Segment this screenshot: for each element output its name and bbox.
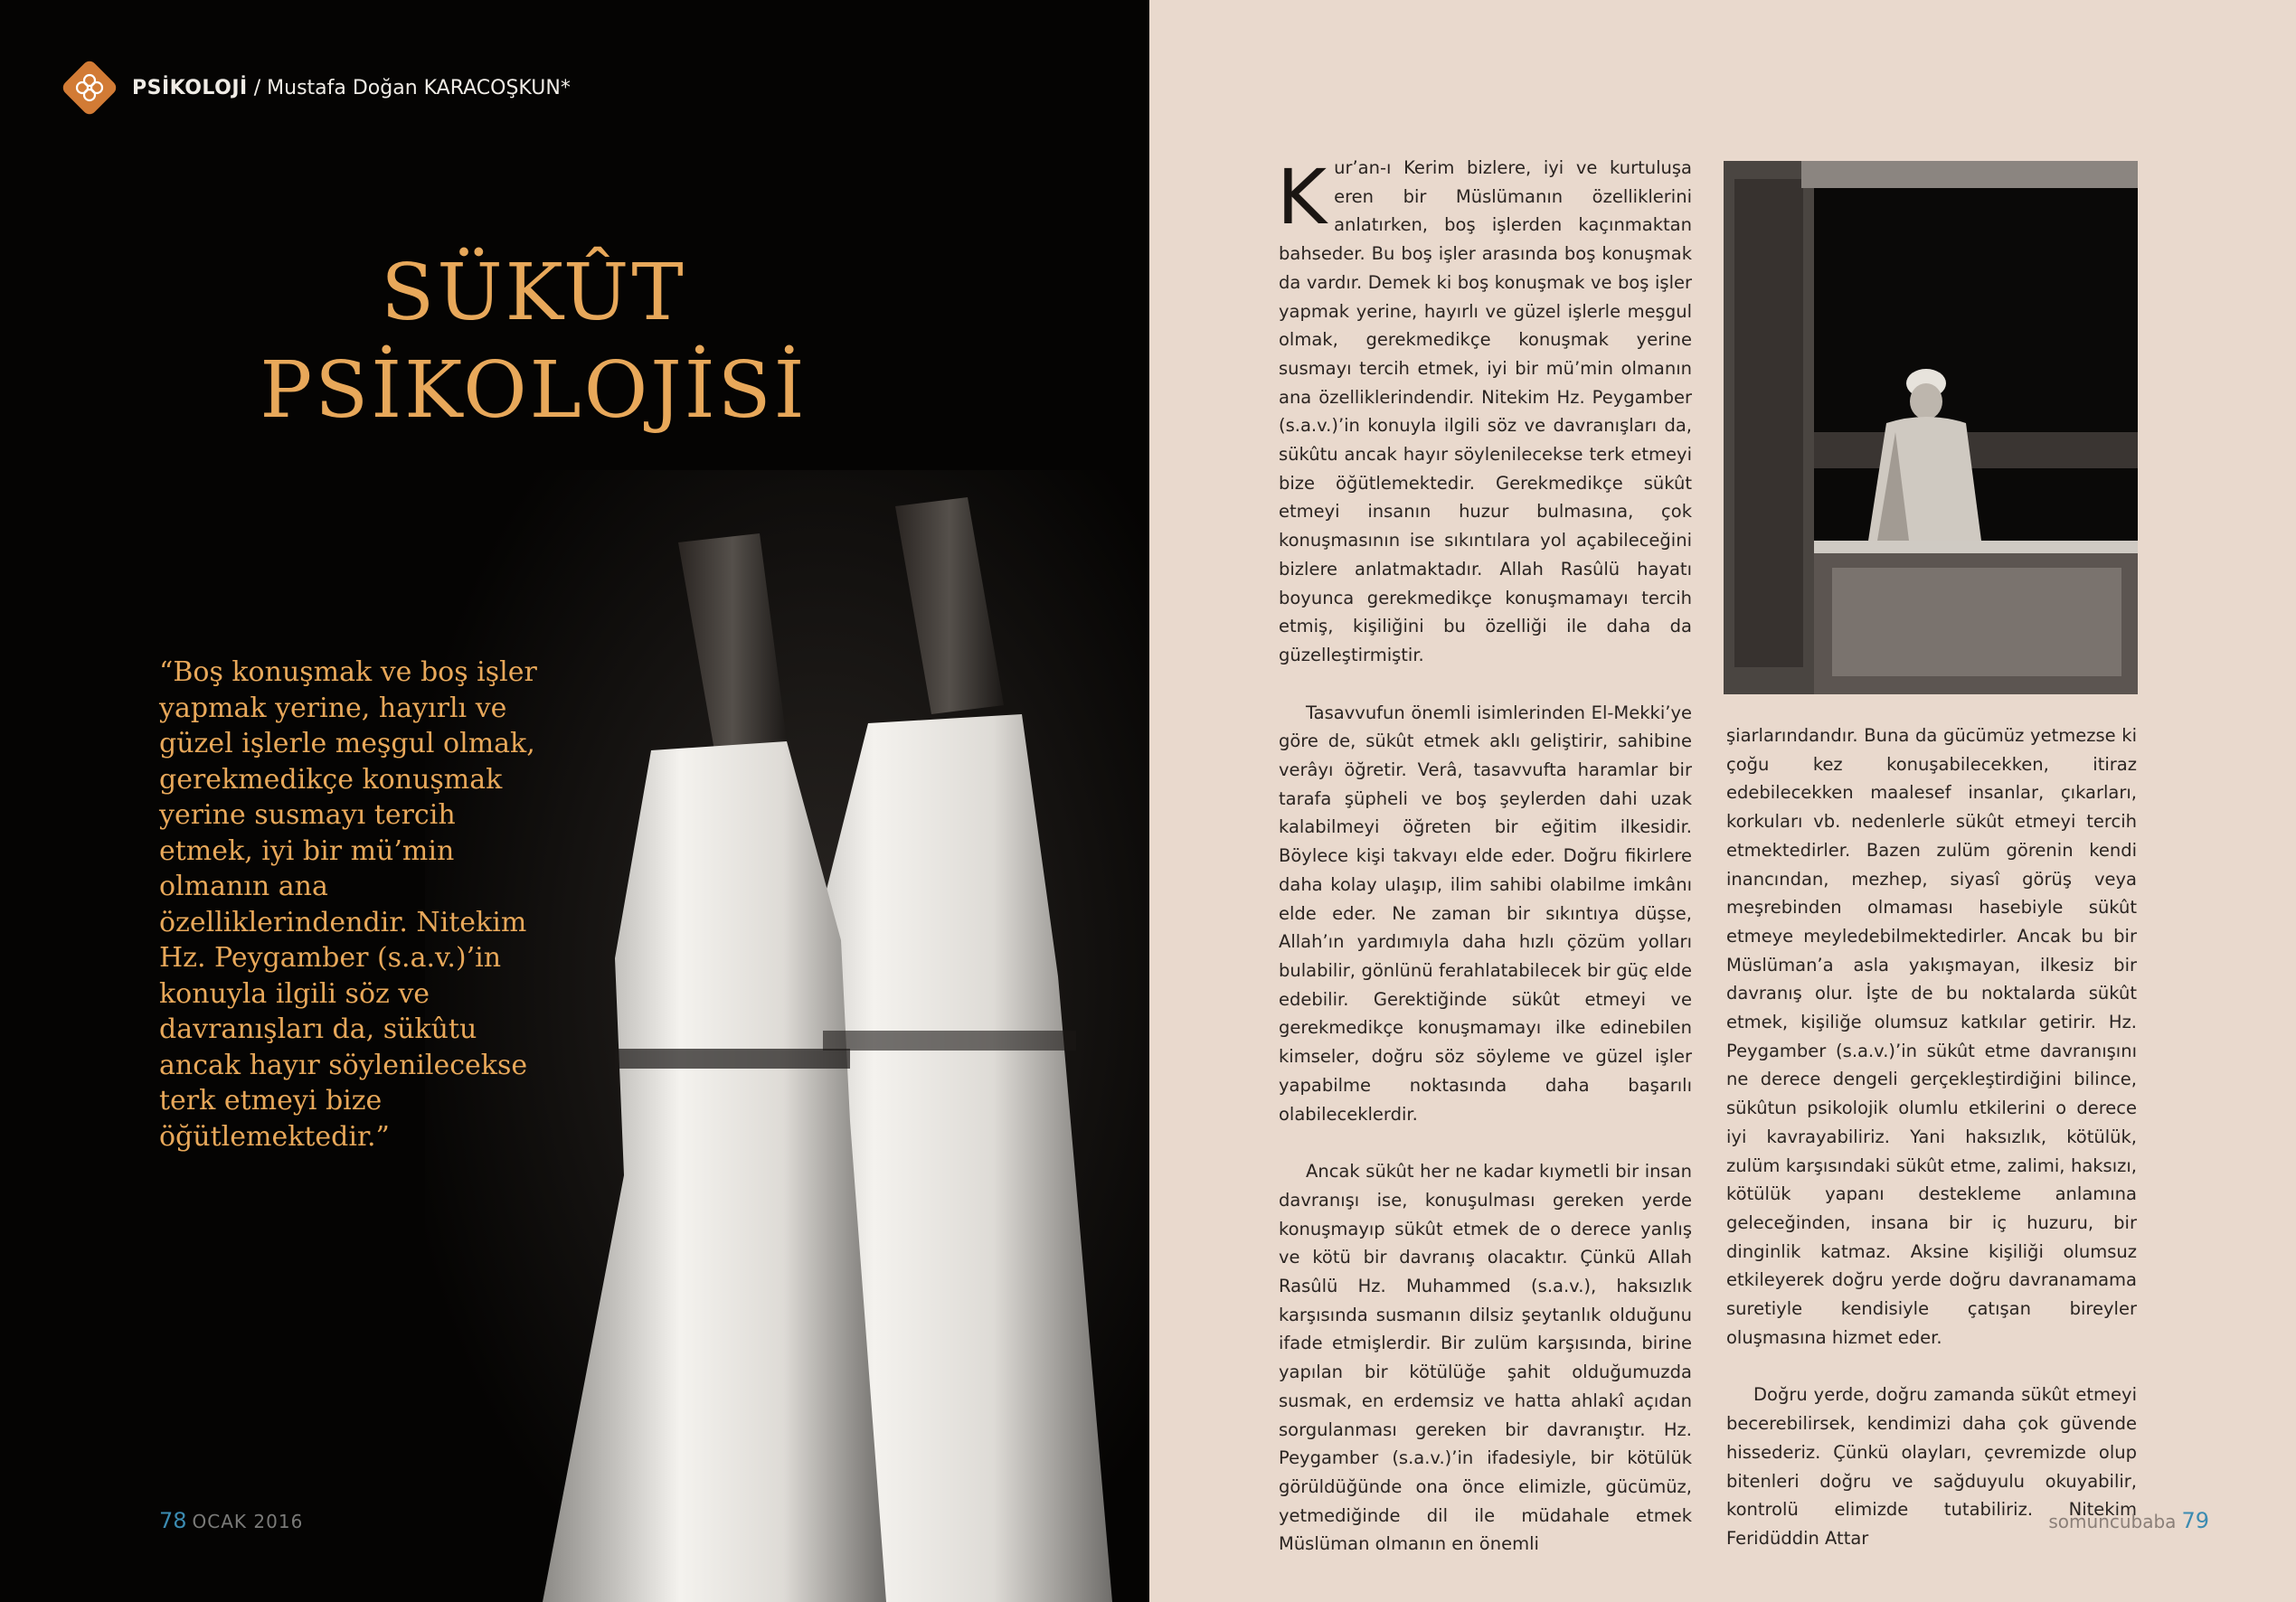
issue-date: OCAK 2016 [192,1511,304,1532]
section-name: PSİKOLOJİ [132,76,248,99]
right-page-number: 79 [2181,1508,2209,1533]
article-paragraph: Kur’an-ı Kerim bizlere, iyi ve kurtuluşa eren bir Müslümanın özelliklerini anlatırken, boş işlerden kaçınmaktan bahseder. Bu boş işler arasında boş konuşmak da vardır. Demek ki boş konuşmak ve boş işler yapmak yerine, hayırlı ve güzel işlerle meşgul olmak, gerekmedikçe konuşmak yerine susmayı tercih etmek, iyi bir mü’min olmanın ana özelliklerindendir. Nitekim Hz. Peygamber (s.a.v.)’in konuyla ilgili söz ve davranışları da, sükûtu ancak hayır söylenilecekse terk etmeyi bize öğütlemektedir. Gerekmedikçe sükût etmeyi insanın huzur bulmasına, çok konuşmasının ise sıkıntılara yol açabileceğini bizlere anlatmaktadır. Allah Rasûlü hayatı boyunca gerekmedikçe konuşmamayı tercih etmiş, kişiliğini bu özelliği ile daha da güzelleştirmiştir. [1277,153,1692,665]
right-folio [2048,1508,2209,1533]
man-at-window-photo [1724,161,2138,694]
article-column-1 [1279,154,1692,1559]
article-paragraph: Doğru yerde, doğru zamanda sükût etmeyi becerebilirsek, kendimizi daha çok güvende hissederiz. Çünkü olayları, çevremizde olup bitenleri doğru ve sağduyulu okuyabilir, kontrolü elimizde tutabiliriz. Nitekim Feridüddin Attar [1726,1384,2137,1549]
title-line-2: PSİKOLOJİSİ [260,345,808,436]
article-paragraph: Tasavvufun önemli isimlerinden El-Mekki’ye göre de, sükût etmek aklı geliştirir, sahibine verâyı öğretir. Verâ, tasavvufta haramlar bir tarafa şüpheli ve boş şeylerden dahi uzak kalabilmeyi öğreten bir eğitim ilkesidir. Böylece kişi takvayı elde eder. Doğru fikirlere daha kolay ulaşıp, ilim sahibi olabilme imkânı elde eder. Ne zaman bir sıkıntıya düşse, Allah’ın yardımıyla daha hızlı çözüm yolları bulabilir, gönlünü ferahlatabilecek bir güç elde edebilir. Gerektiğinde sükût etmeyi ve gerekmedikçe konuşmamayı ilke edinebilen kimseler, doğru söz söyleme ve güzel işler yapabilme noktasında daha başarılı olabileceklerdir. [1279,702,1692,1125]
header-separator: / [247,76,268,99]
header-text [132,77,571,99]
article-paragraph: Ancak sükût her ne kadar kıymetli bir insan davranışı ise, konuşulması gereken yerde konuşmayıp sükût etmek de o derece yanlış ve kötü bir davranış olacaktır. Çünkü Allah Rasûlü Hz. Muhammed (s.a.v.), haksızlık karşısında susmanın dilsiz şeytanlık olduğunu ifade etmişlerdir. Bir zulüm karşısında, birine yapılan bir kötülüğe şahit olduğumuzda susmak, en erdemsiz ve hatta ahlakî açıdan sorgulanması gereken bir davranıştır. Hz. Peygamber (s.a.v.)’in ifadesiyle, bir kötülük görüldüğünde ona önce elimizle, gücümüz, yetmediğinde dil ile müdahale etmek Müslüman olmanın en önemli [1279,1161,1692,1555]
article-title [217,244,850,439]
page-header [60,56,571,119]
magazine-name: somuncubaba [2048,1511,2177,1532]
left-folio [159,1508,303,1533]
ornament-diamond-icon [60,58,119,118]
pull-quote: “Boş konuşmak ve boş işler yapmak yerine, hayırlı ve güzel işlerle meşgul olmak, gerekmedikçe konuşmak yerine susmayı tercih etmek, iyi bir mü’min olmanın ana özelliklerindendir. Nitekim Hz. Peygamber (s.a.v.)’in konuyla ilgili söz ve davranışları da, sükûtu ancak hayır söylenilecekse terk etmeyi bize öğütlemektedir.” [159,656,537,1153]
left-page-number: 78 [159,1508,187,1533]
author-name: Mustafa Doğan KARACOŞKUN* [267,76,571,99]
title-line-1: SÜKÛT [381,248,686,338]
drop-cap: K [1277,153,1328,241]
article-column-2 [1726,721,2137,1553]
article-paragraph: şiarlarındandır. Buna da gücümüz yetmezse ki çoğu kez konuşabilecekken, itiraz edebilecekken maalesef insanlar, çıkarları, korkuları vb. nedenlerle sükût etmeyi tercih etmektedirler. Bazen zulüm görenin kendi inancından, mezhep, siyasî görüş veya meşrebinden olmaması hasebiyle sükût etmeye meyledebilmektedirler. Ancak bu bir Müslüman’a asla yakışmayan, ilkesiz bir davranış olur. İşte de bu noktalarda sükût etmek, kişiliğe olumsuz katkılar getirir. Hz. Peygamber (s.a.v.)’in sükût etme davranışını ne derece dengeli gerçekleştirdiğini bilince, sükûtun psikolojik olumlu etkilerini o derece iyi kavrayabiliriz. Yani haksızlık, kötülük, zulüm karşısındaki sükût etme, zalimi, haksızı, kötülük yapanı destekleme anlamına geleceğinden, insana bir iç huzuru, bir dinginlik katmaz. Aksine kişiliği olumsuz etkileyerek doğru yerde doğru davranamama suretiyle kendisiyle çatışan bireyler oluşmasına hizmet eder. [1726,725,2137,1348]
